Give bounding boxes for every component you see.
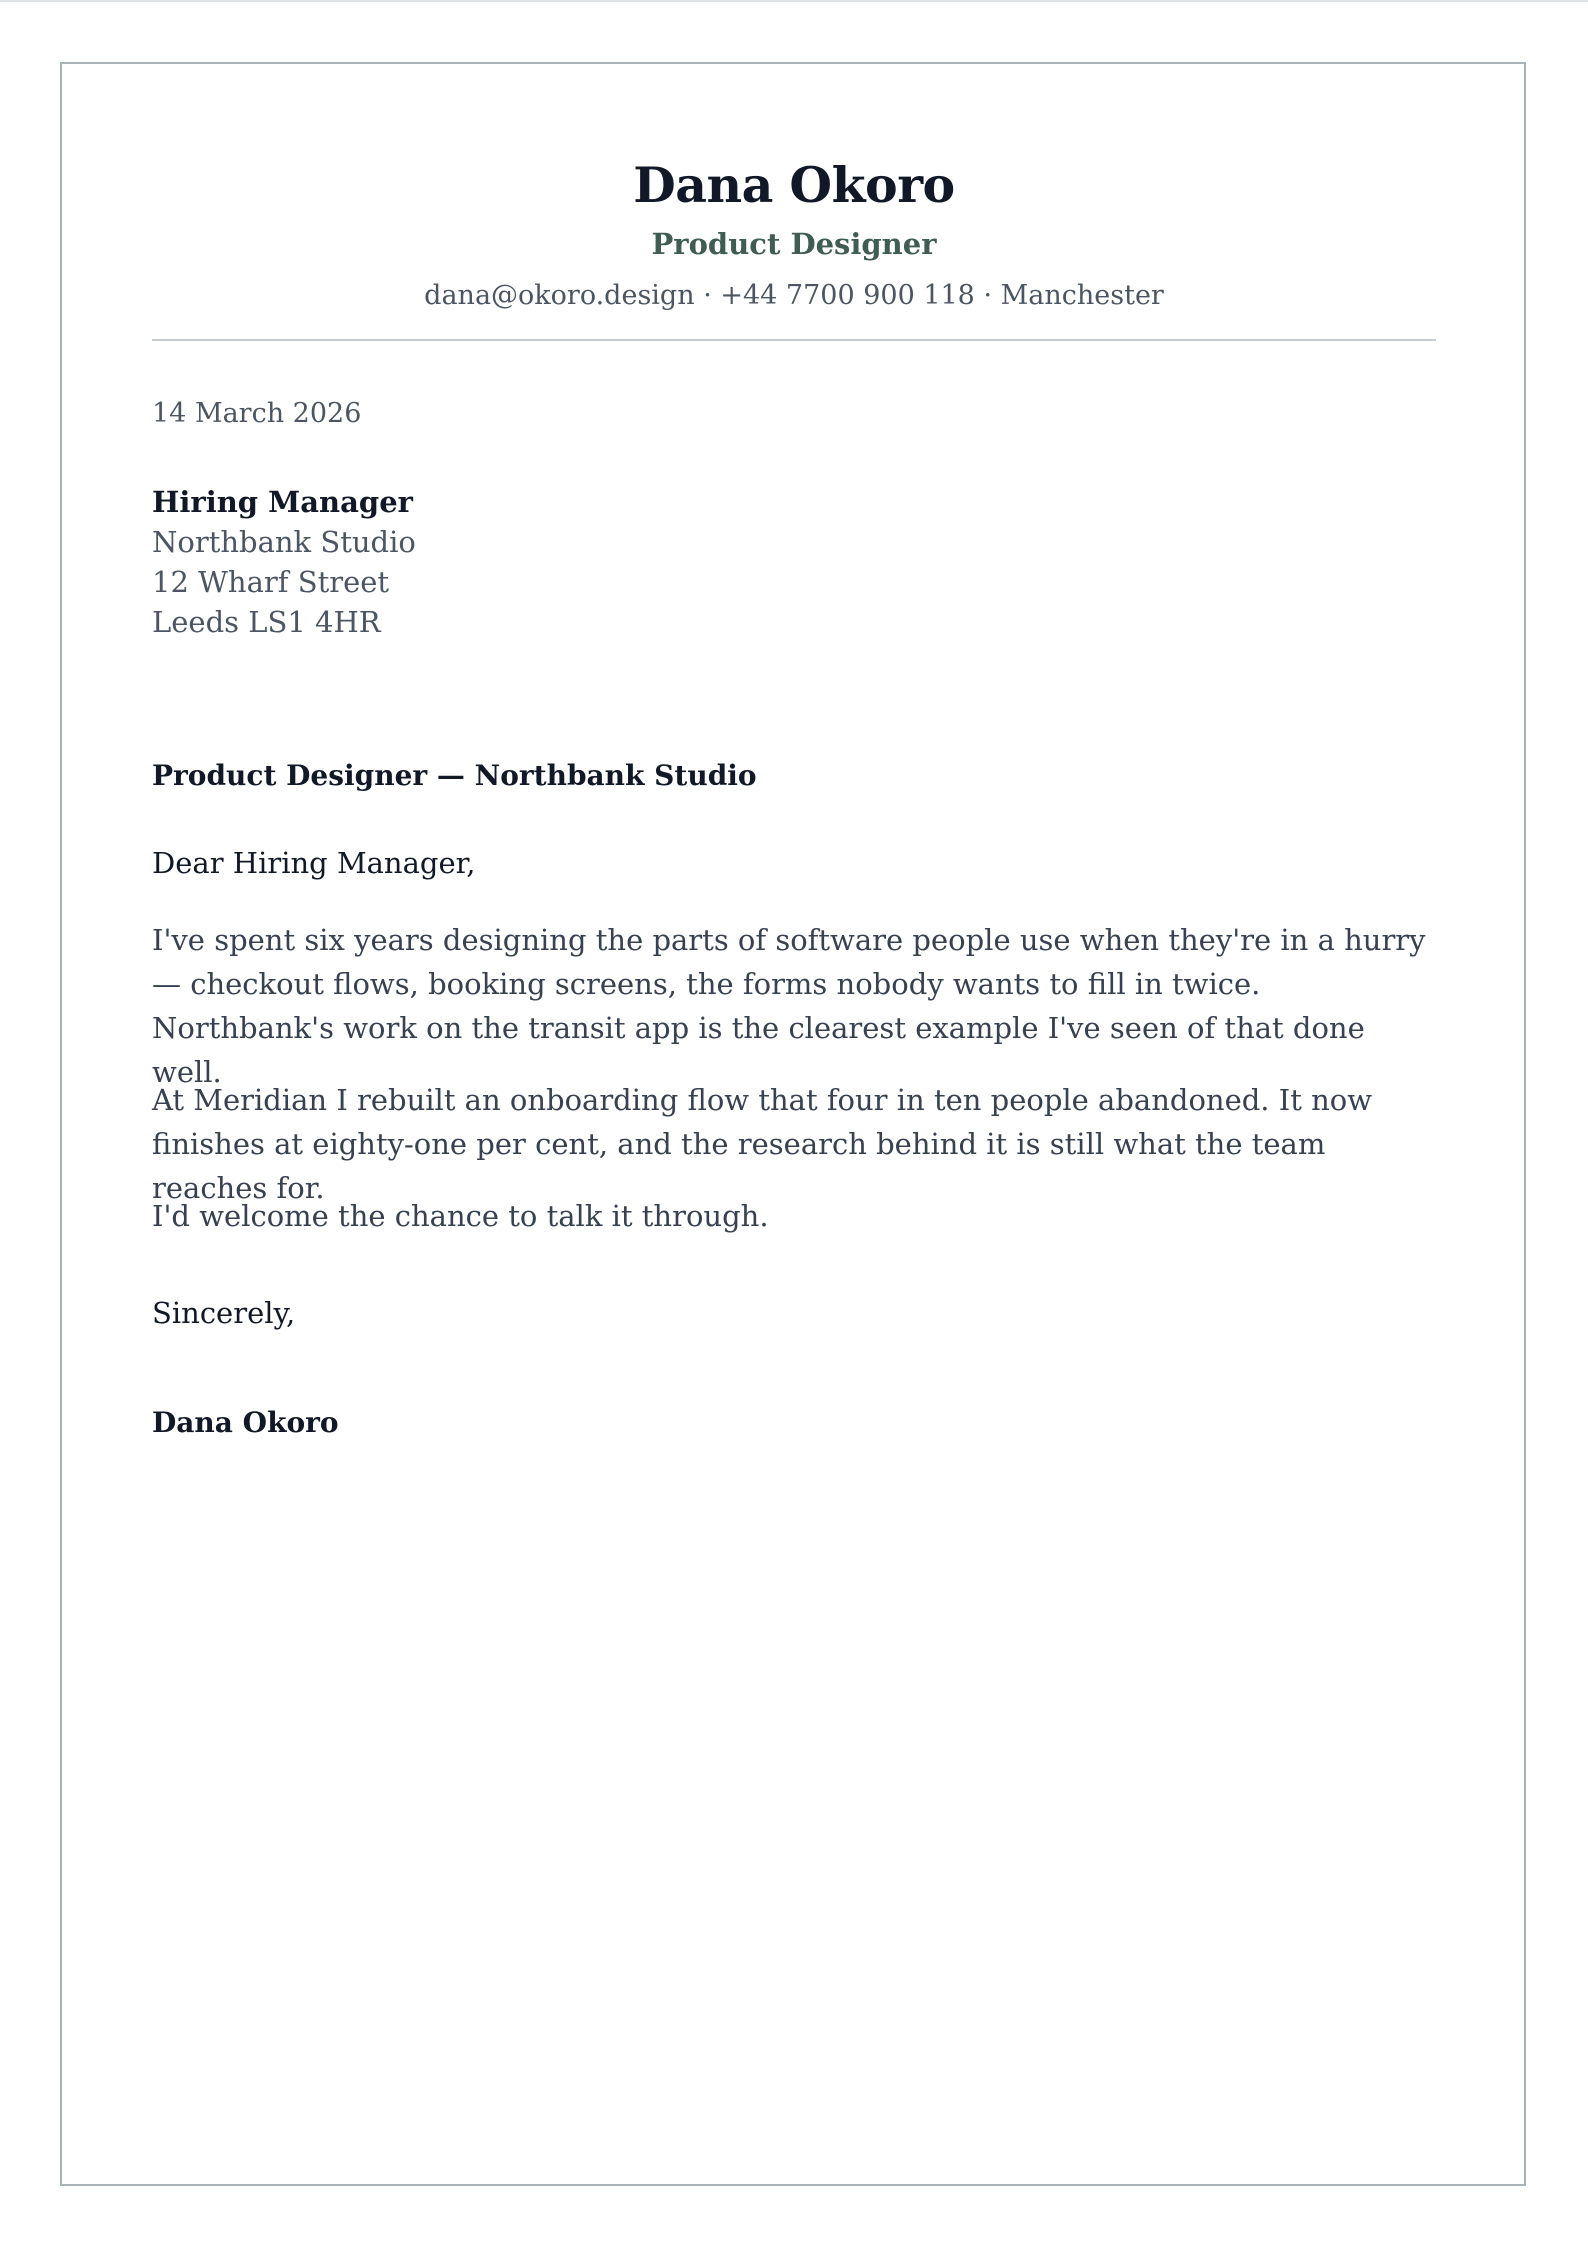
letter-subject: Product Designer — Northbank Studio	[152, 759, 757, 792]
body-paragraph: I'd welcome the chance to talk it through.	[152, 1199, 769, 1233]
salutation: Dear Hiring Manager,	[152, 846, 476, 880]
body-paragraph: I've spent six years designing the parts of software people use when they're in a hurry — checkout flows, booking screens, the forms nobody wants to fill in twice. Northbank's work on the transit app is the clearest example I've seen of that done well.	[152, 923, 1426, 1089]
sender-role: Product Designer	[651, 227, 937, 261]
recipient-name: Hiring Manager	[152, 485, 413, 519]
header-divider	[152, 339, 1436, 341]
letterhead	[152, 150, 1436, 316]
sender-contact: dana@okoro.design · +44 7700 900 118 · Manchester	[424, 280, 1164, 311]
recipient-city: Leeds LS1 4HR	[152, 605, 381, 639]
sender-name: Dana Okoro	[633, 156, 955, 214]
top-edge-rule	[0, 0, 1588, 2]
signature: Dana Okoro	[152, 1406, 339, 1439]
recipient-block	[152, 482, 416, 642]
letter-date: 14 March 2026	[152, 398, 362, 429]
letter-page	[60, 62, 1526, 2186]
closing: Sincerely,	[152, 1296, 296, 1330]
body-paragraph: At Meridian I rebuilt an onboarding flow that four in ten people abandoned. It now finishes at eighty-one per cent, and the research behind it is still what the team reaches for.	[152, 1083, 1373, 1205]
recipient-street: 12 Wharf Street	[152, 565, 390, 599]
recipient-company: Northbank Studio	[152, 525, 416, 559]
